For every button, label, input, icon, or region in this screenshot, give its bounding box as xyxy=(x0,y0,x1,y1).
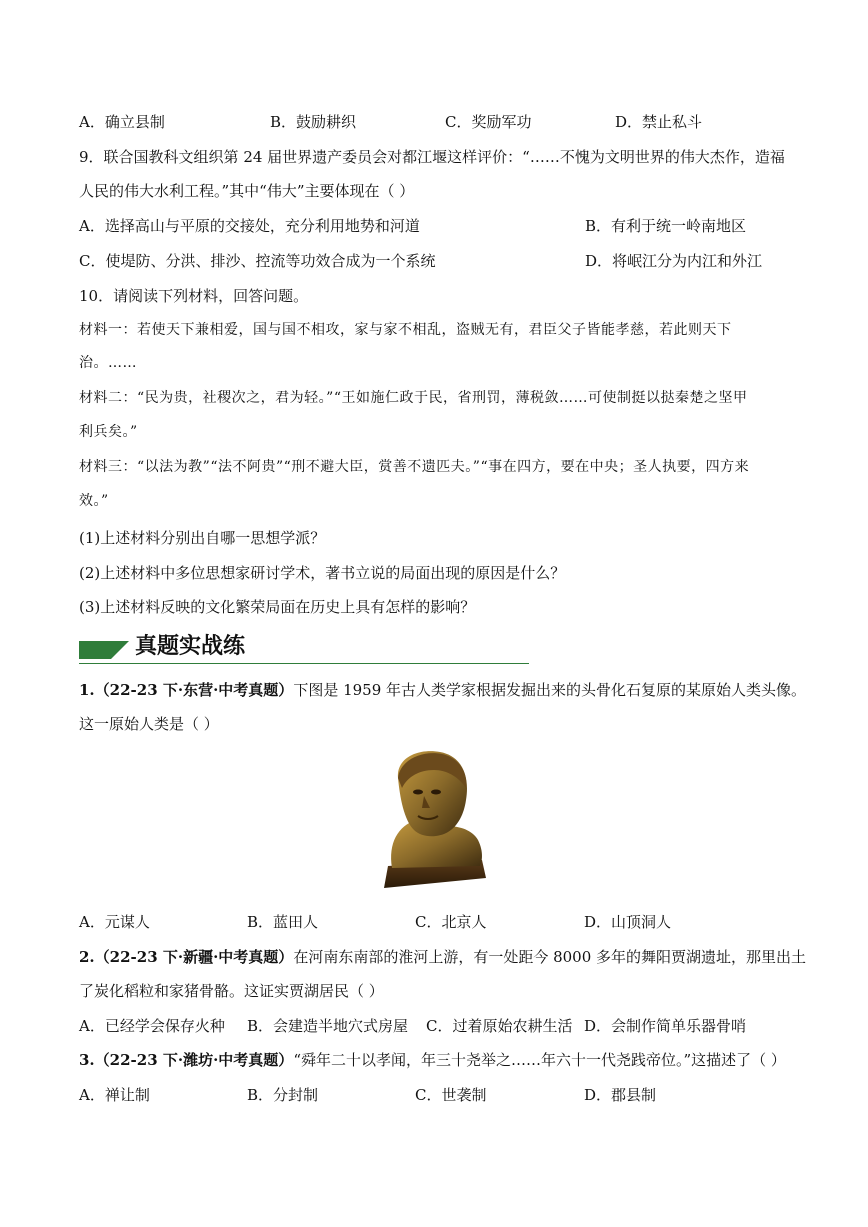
exam-q2-line2: 了炭化稻粒和家猪骨骼。这证实贾湖居民（ ） xyxy=(79,982,384,1000)
q10-material2-line2: 利兵矣。” xyxy=(79,424,138,440)
exam-q1-option-b: B．蓝田人 xyxy=(247,913,319,931)
exam-q3-option-c: C．世袭制 xyxy=(415,1086,487,1104)
q10-material1-line1: 材料一：若使天下兼相爱，国与国不相攻，家与家不相乱，盗贼无有，君臣父子皆能孝慈，若此则天下 xyxy=(79,322,732,338)
exam-q2-option-a: A．已经学会保存火种 xyxy=(79,1017,225,1035)
q9-stem-line2: 人民的伟大水利工程。”其中“伟大”主要体现在（ ） xyxy=(79,182,415,200)
exam-q1-option-d: D．山顶洞人 xyxy=(584,913,672,931)
q8-option-c: C．奖励军功 xyxy=(445,113,532,131)
section-header xyxy=(79,631,529,665)
exam-q1-line2: 这一原始人类是（ ） xyxy=(79,715,219,733)
exam-q2-line1 xyxy=(79,947,806,967)
section-header-arrow xyxy=(111,641,129,659)
q10-sub2: (2)上述材料中多位思想家研讨学术，著书立说的局面出现的原因是什么？ xyxy=(79,564,566,582)
exam-q1-source: 1.（22-23 下·东营·中考真题） xyxy=(79,681,294,699)
exam-q3-line1 xyxy=(79,1050,786,1070)
exam-q2-text: 在河南东南部的淮河上游，有一处距今 8000 多年的舞阳贾湖遗址，那里出土 xyxy=(293,948,807,966)
section-header-bar xyxy=(79,641,111,659)
section-underline xyxy=(79,663,529,664)
q9-option-c: C．使堤防、分洪、排沙、控流等功效合成为一个系统 xyxy=(79,252,436,270)
exam-q3-option-b: B．分封制 xyxy=(247,1086,319,1104)
exam-q2-option-b: B．会建造半地穴式房屋 xyxy=(247,1017,409,1035)
exam-q3-option-d: D．郡县制 xyxy=(584,1086,657,1104)
q10-sub1: (1)上述材料分别出自哪一思想学派？ xyxy=(79,529,326,547)
exam-q3-option-a: A．禅让制 xyxy=(79,1086,150,1104)
q8-option-d: D．禁止私斗 xyxy=(615,113,703,131)
q9-option-b: B．有利于统一岭南地区 xyxy=(585,217,747,235)
q10-material3-line1: 材料三：“以法为教”“法不阿贵”“刑不避大臣，赏善不遗匹夫。”“事在四方，要在中央；圣人执要，四方来 xyxy=(79,459,750,475)
section-title: 真题实战练 xyxy=(135,634,246,659)
exam-q1-option-c: C．北京人 xyxy=(415,913,487,931)
exam-q2-option-d: D．会制作简单乐器骨哨 xyxy=(584,1017,747,1035)
q10-material3-line2: 效。” xyxy=(79,493,109,509)
q9-stem-line1: 9．联合国教科文组织第 24 届世界遗产委员会对都江堰这样评价：“……不愧为文明世界的伟大杰作，造福 xyxy=(79,148,785,166)
exam-q3-source: 3.（22-23 下·潍坊·中考真题） xyxy=(79,1051,294,1069)
q8-option-a: A．确立县制 xyxy=(79,113,165,131)
q9-option-d: D．将岷江分为内江和外江 xyxy=(585,252,763,270)
bust-image xyxy=(378,748,488,893)
exam-q1-option-a: A．元谋人 xyxy=(79,913,150,931)
q9-option-a: A．选择高山与平原的交接处，充分利用地势和河道 xyxy=(79,217,420,235)
q10-material2-line1: 材料二：“民为贵，社稷次之，君为轻。”“王如施仁政于民，省刑罚，薄税敛……可使制挺以挞秦楚之坚甲 xyxy=(79,390,748,406)
q10-material1-line2: 治。…… xyxy=(79,355,137,371)
exam-q1-line1 xyxy=(79,680,806,700)
exam-q2-option-c: C．过着原始农耕生活 xyxy=(426,1017,573,1035)
exam-q2-source: 2.（22-23 下·新疆·中考真题） xyxy=(79,948,294,966)
q10-stem: 10．请阅读下列材料，回答问题。 xyxy=(79,287,309,305)
q10-sub3: (3)上述材料反映的文化繁荣局面在历史上具有怎样的影响？ xyxy=(79,598,476,616)
q8-option-b: B．鼓励耕织 xyxy=(270,113,357,131)
exam-q1-text: 下图是 1959 年古人类学家根据发掘出来的头骨化石复原的某原始人类头像。 xyxy=(293,681,807,699)
exam-q3-text: “舜年二十以孝闻，年三十尧举之……年六十一代尧践帝位。”这描述了（ ） xyxy=(293,1051,786,1069)
bust-illustration xyxy=(378,748,488,893)
